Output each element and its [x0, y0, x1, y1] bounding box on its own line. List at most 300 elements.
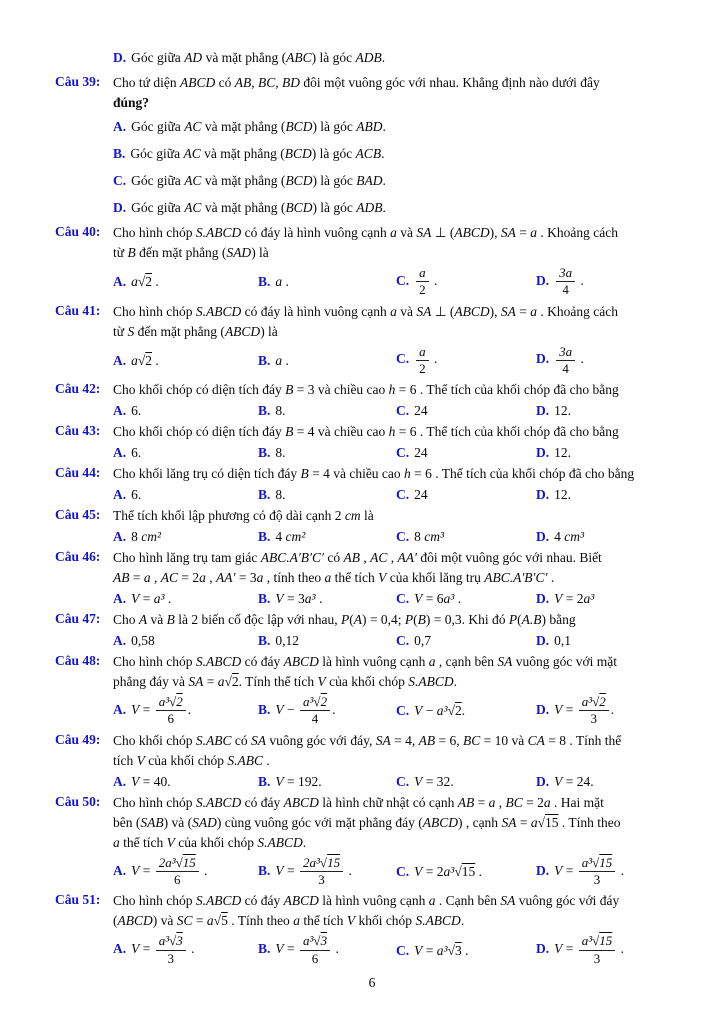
plain-text: đến mặt phẳng (	[135, 245, 227, 260]
question-body	[113, 793, 689, 890]
math-text: A	[138, 612, 148, 628]
math-text: SA	[251, 732, 266, 748]
math-text: V	[131, 941, 140, 957]
questions-container	[55, 44, 689, 968]
plain-text: =	[515, 225, 531, 240]
sqrt-radical: √2	[224, 674, 239, 690]
plain-text: ,	[275, 75, 282, 90]
plain-text: ) là góc	[311, 146, 356, 161]
plain-text: .	[315, 591, 323, 607]
option-letter: D.	[536, 591, 550, 607]
plain-text: .	[282, 352, 289, 368]
sqrt-radicand: 5	[221, 913, 228, 929]
math-text: V	[275, 862, 284, 878]
sqrt-radical: √3	[313, 933, 328, 949]
option-letter: A.	[113, 119, 127, 134]
plain-text: 12.	[554, 487, 571, 503]
question-body	[113, 891, 689, 968]
option-letter: A.	[113, 591, 127, 607]
math-text: V	[414, 591, 423, 607]
plain-text: .	[547, 570, 555, 586]
option-letter: D.	[536, 773, 550, 789]
continued-option-block	[55, 44, 689, 71]
plain-text: và	[396, 303, 417, 319]
plain-text: √3 .	[447, 942, 469, 958]
plain-text: ) và (	[163, 814, 193, 830]
plain-text: Cho tứ diện	[113, 75, 180, 90]
plain-text: 2	[419, 282, 426, 298]
option-B	[258, 351, 396, 370]
plain-text: .	[577, 351, 584, 367]
math-text: AC	[184, 200, 202, 215]
plain-text: =	[192, 913, 207, 929]
math-text: V	[378, 570, 387, 586]
options	[113, 772, 689, 791]
option-text	[414, 487, 428, 502]
math-text: V	[414, 703, 423, 719]
options	[113, 527, 689, 546]
math-text: V	[414, 942, 423, 958]
math-text: ABCD	[179, 75, 216, 90]
option-letter: B.	[258, 274, 271, 290]
plain-text: (	[517, 612, 522, 628]
math-text: AB	[343, 550, 360, 566]
options	[113, 932, 689, 968]
math-text: a³√15	[581, 933, 613, 949]
question-block-48	[55, 652, 689, 729]
sqrt-radicand: 2	[145, 274, 153, 290]
plain-text: 3	[593, 950, 601, 966]
option-A	[113, 589, 258, 608]
plain-text: .	[332, 702, 336, 718]
math-text: a	[324, 570, 332, 586]
option-text	[414, 445, 428, 460]
option-text	[275, 487, 285, 502]
math-text: V	[554, 591, 563, 607]
option-D	[113, 194, 689, 221]
option-text	[554, 933, 625, 966]
question-text-line	[113, 911, 689, 931]
plain-text: vuông góc với đáy	[515, 893, 620, 909]
math-text: ABCD	[454, 303, 490, 319]
math-text: P	[340, 612, 350, 628]
plain-text: 4	[275, 529, 286, 545]
option-C	[396, 343, 536, 379]
option-text	[131, 694, 192, 727]
math-text: ACB	[355, 146, 382, 161]
fraction-numerator	[156, 695, 186, 711]
question-text-line	[113, 73, 689, 93]
math-text: a³	[436, 703, 448, 719]
plain-text: là	[360, 508, 374, 524]
option-letter: B.	[258, 773, 271, 789]
fraction	[579, 934, 616, 966]
math-text: a	[275, 352, 283, 368]
question-number: Câu 46:	[55, 549, 101, 565]
sqrt-radical: √2	[169, 694, 183, 710]
question-body	[113, 223, 689, 300]
plain-text: .	[200, 862, 208, 878]
math-text: V	[131, 702, 140, 718]
option-letter: A.	[113, 862, 127, 878]
bold-text: đúng?	[113, 95, 150, 110]
math-text: B	[166, 612, 175, 628]
plain-text: 6	[167, 711, 175, 727]
option-letter: A.	[113, 529, 127, 545]
math-text: AC	[370, 550, 388, 566]
fraction-denominator	[300, 951, 330, 966]
question-text-line	[113, 422, 689, 442]
math-text: a	[131, 352, 138, 368]
math-text: AC	[184, 173, 202, 188]
question-number: Câu 39:	[55, 74, 101, 89]
option-letter: B.	[258, 941, 271, 957]
math-text: BCD	[284, 146, 312, 161]
option-D	[536, 401, 689, 420]
math-text: a³	[436, 942, 448, 958]
plain-text: có	[231, 732, 251, 748]
math-text: V	[554, 862, 563, 878]
option-text	[275, 591, 322, 606]
question-number: Câu 40:	[55, 224, 101, 239]
plain-text: =	[139, 591, 154, 607]
option-text	[131, 933, 195, 966]
question-text-line	[113, 568, 689, 588]
question-body	[113, 422, 689, 462]
option-B	[258, 443, 396, 462]
option-text	[275, 933, 339, 966]
math-text: a³	[443, 591, 455, 607]
plain-text: ) là góc	[312, 200, 357, 215]
math-text: cm	[344, 508, 361, 524]
math-text: V	[275, 591, 284, 607]
math-text: V	[275, 773, 284, 789]
option-letter: D.	[113, 50, 127, 65]
math-text: AA′	[216, 570, 236, 586]
option-B	[258, 485, 396, 504]
math-text: A.B	[521, 612, 542, 628]
option-letter: C.	[396, 591, 410, 607]
option-text	[131, 274, 159, 289]
math-text: a	[419, 343, 426, 359]
fraction-denominator	[579, 951, 616, 966]
math-text: S.ABCD	[195, 654, 242, 670]
math-text: a	[143, 570, 151, 586]
math-text: V	[414, 773, 423, 789]
plain-text: = 40.	[139, 773, 171, 789]
question-text-line	[113, 672, 689, 692]
math-text: V	[166, 834, 175, 850]
option-letter: A.	[113, 352, 127, 368]
plain-text: là hình chữ nhật có cạnh	[318, 794, 458, 810]
fraction	[579, 856, 616, 888]
options	[113, 401, 689, 420]
option-B	[258, 631, 396, 650]
option-C	[396, 772, 536, 791]
fraction	[579, 695, 609, 727]
option-letter: D.	[113, 200, 127, 215]
math-text: V	[131, 862, 140, 878]
option-C	[396, 862, 536, 881]
sqrt-radical: √2	[447, 703, 462, 719]
math-text: cm²	[285, 529, 306, 545]
plain-text: =	[139, 862, 154, 878]
plain-text: 4	[562, 282, 569, 298]
fraction-numerator	[556, 345, 575, 361]
math-text: BD	[281, 75, 300, 90]
plain-text: 3	[590, 711, 598, 727]
fraction-denominator	[300, 711, 330, 726]
math-text: a	[428, 654, 436, 670]
math-text: SA	[188, 674, 204, 690]
option-letter: B.	[258, 445, 271, 461]
plain-text: ) là	[260, 323, 278, 339]
math-text: ABCD	[422, 814, 458, 830]
plain-text: .	[382, 200, 386, 215]
math-text: a	[428, 893, 436, 909]
plain-text: 3	[318, 872, 325, 888]
question-text-line	[113, 506, 689, 526]
question-text-line	[113, 652, 689, 672]
plain-text: = 3	[283, 591, 305, 607]
fraction-numerator	[300, 856, 343, 872]
question-body	[113, 506, 689, 546]
question-block-49	[55, 731, 689, 791]
plain-text: .	[454, 591, 462, 607]
question-number: Câu 42:	[55, 381, 101, 397]
sqrt-radicand: 3	[454, 942, 462, 958]
option-A	[113, 443, 258, 462]
plain-text: có đáy	[241, 893, 284, 909]
plain-text: =	[562, 941, 577, 957]
plain-text: 4	[562, 360, 569, 376]
option-letter: B.	[113, 146, 126, 161]
plain-text: =	[139, 941, 154, 957]
option-C	[396, 527, 536, 546]
plain-text: = 8 . Tính thể	[544, 732, 622, 748]
option-letter: C.	[396, 773, 410, 789]
plain-text: và mặt phẳng (	[201, 200, 286, 215]
math-text: a³	[443, 864, 455, 880]
math-text: BC	[463, 732, 481, 748]
plain-text: 4	[554, 529, 565, 545]
option-D	[536, 932, 689, 968]
fraction-denominator	[556, 282, 575, 297]
math-text: SAD	[226, 245, 252, 260]
plain-text: = 6 . Thể tích của khối chóp đã cho bằng	[410, 466, 635, 482]
sqrt-radical: √15	[454, 864, 476, 880]
plain-text: 8.	[275, 487, 286, 503]
math-text: a	[488, 794, 496, 810]
options	[113, 443, 689, 462]
option-text	[554, 591, 594, 606]
math-text: SC	[176, 913, 193, 929]
option-letter: B.	[258, 403, 271, 419]
plain-text: bên (	[113, 814, 141, 830]
math-text: SA	[501, 814, 517, 830]
plain-text: .	[345, 862, 352, 878]
plain-text: 12.	[554, 403, 571, 419]
option-B	[113, 140, 689, 167]
option-D	[536, 589, 689, 608]
plain-text: 0,12	[275, 633, 300, 649]
option-A	[113, 932, 258, 968]
plain-text: = 3	[235, 570, 257, 586]
option-text	[414, 591, 461, 606]
question-text-line	[113, 243, 689, 263]
option-B	[258, 932, 396, 968]
option-letter: A.	[113, 274, 127, 290]
plain-text: có	[323, 550, 344, 566]
plain-text: =	[203, 674, 218, 690]
math-text: S.ABCD	[195, 225, 242, 240]
plain-text: = 2	[422, 864, 444, 880]
plain-text: ,	[495, 794, 506, 810]
plain-text: =	[562, 862, 577, 878]
option-text	[131, 353, 159, 368]
fraction-numerator	[579, 695, 609, 711]
math-text: SA	[500, 303, 516, 319]
math-text: a	[530, 225, 537, 240]
option-C	[396, 401, 536, 420]
option-letter: C.	[113, 173, 127, 188]
sqrt-radical: √2	[592, 694, 606, 710]
option-letter: C.	[396, 445, 410, 461]
sqrt-radical: √2	[313, 694, 328, 710]
plain-text: .	[187, 941, 195, 957]
fraction-numerator	[579, 934, 616, 950]
option-letter: B.	[258, 529, 271, 545]
math-text: a³	[583, 591, 595, 607]
option-A	[113, 401, 258, 420]
fraction	[156, 856, 199, 888]
plain-text: Thể tích khối lập phương có độ dài cạnh 2	[113, 508, 345, 524]
plain-text: là hình vuông cạnh	[318, 654, 429, 670]
question-number: Câu 43:	[55, 423, 101, 439]
plain-text: = 4,	[390, 732, 419, 748]
plain-text: = 6 . Thể tích của khối chóp đã cho bằng	[395, 424, 619, 440]
fraction-denominator	[556, 361, 575, 376]
plain-text: .	[187, 702, 192, 718]
plain-text: ,	[251, 75, 258, 90]
math-text: a³√15	[581, 854, 613, 870]
plain-text: .	[302, 834, 307, 850]
plain-text: .	[382, 119, 386, 134]
option-text	[131, 119, 386, 134]
option-text	[275, 854, 352, 888]
fraction-numerator	[579, 856, 616, 872]
math-text: a	[530, 814, 538, 830]
plain-text: 0,1	[554, 633, 571, 649]
math-text: B	[127, 245, 136, 260]
question-text-line	[113, 891, 689, 911]
math-text: S.ABCD	[195, 893, 242, 909]
plain-text: là 2 biến cố độc lập với nhau,	[174, 612, 341, 628]
plain-text: thể tích	[331, 570, 379, 586]
plain-text: = 24.	[562, 773, 594, 789]
plain-text: .	[577, 272, 584, 288]
option-text	[414, 633, 431, 648]
question-text-line	[113, 322, 689, 342]
plain-text: từ	[113, 323, 128, 339]
option-B	[258, 693, 396, 729]
plain-text: = 32.	[422, 773, 454, 789]
option-B	[258, 401, 396, 420]
option-C	[396, 264, 536, 300]
option-text	[554, 265, 584, 298]
math-text: BAD	[356, 173, 383, 188]
plain-text: và mặt phẳng (	[200, 146, 285, 161]
plain-text: =	[283, 941, 299, 957]
option-text	[131, 854, 208, 888]
plain-text: Góc giữa	[131, 119, 185, 134]
option-letter: B.	[258, 862, 271, 878]
option-C	[396, 485, 536, 504]
option-text	[554, 487, 571, 502]
plain-text: 24	[414, 445, 428, 461]
plain-text: (	[113, 913, 118, 929]
option-text	[414, 403, 428, 418]
math-text: h	[388, 424, 396, 440]
math-text: CA	[527, 732, 545, 748]
option-A	[113, 772, 258, 791]
plain-text: thể tích	[119, 834, 167, 850]
question-block-45	[55, 506, 689, 546]
fraction-denominator	[156, 711, 186, 726]
sqrt-radical: √15	[537, 814, 559, 830]
plain-text: .	[382, 173, 386, 188]
question-block-40	[55, 223, 689, 300]
option-letter: D.	[536, 941, 550, 957]
plain-text: phẳng đáy và	[113, 674, 189, 690]
plain-text: = 4 và chiều cao	[293, 424, 389, 440]
math-text: P	[508, 612, 518, 628]
option-text	[131, 200, 386, 215]
question-text-line	[113, 610, 689, 630]
question-number: Câu 51:	[55, 892, 101, 908]
sqrt-radicand: 2	[231, 674, 239, 690]
sqrt-radicand: 15	[599, 933, 613, 949]
plain-text: ) và	[152, 913, 177, 929]
plain-text: 6.	[131, 445, 142, 461]
plain-text: ⊥ (	[431, 225, 455, 240]
fraction-numerator	[156, 856, 199, 872]
plain-text: khối chóp	[355, 913, 416, 929]
question-text-line	[113, 302, 689, 322]
option-letter: B.	[258, 487, 271, 503]
plain-text: =	[474, 794, 489, 810]
plain-text: có đáy	[241, 654, 284, 670]
plain-text: .	[164, 591, 172, 607]
plain-text: .	[381, 50, 386, 65]
math-text: SA	[500, 893, 516, 909]
option-text	[414, 343, 438, 376]
plain-text: và mặt phẳng (	[202, 50, 287, 65]
option-text	[554, 529, 584, 544]
question-number: Câu 48:	[55, 653, 101, 669]
plain-text: ,	[205, 570, 217, 586]
option-B	[258, 589, 396, 608]
math-text: ABC.A′B′C′	[484, 570, 548, 586]
option-text	[414, 265, 438, 298]
math-text: a³	[153, 591, 165, 607]
plain-text: của khối chóp	[144, 752, 228, 768]
plain-text: ⊥ (	[431, 303, 455, 319]
plain-text: =	[516, 814, 531, 830]
math-text: ABCD	[117, 913, 153, 929]
sqrt-radicand: 2	[145, 352, 153, 368]
math-text: a	[217, 674, 225, 690]
